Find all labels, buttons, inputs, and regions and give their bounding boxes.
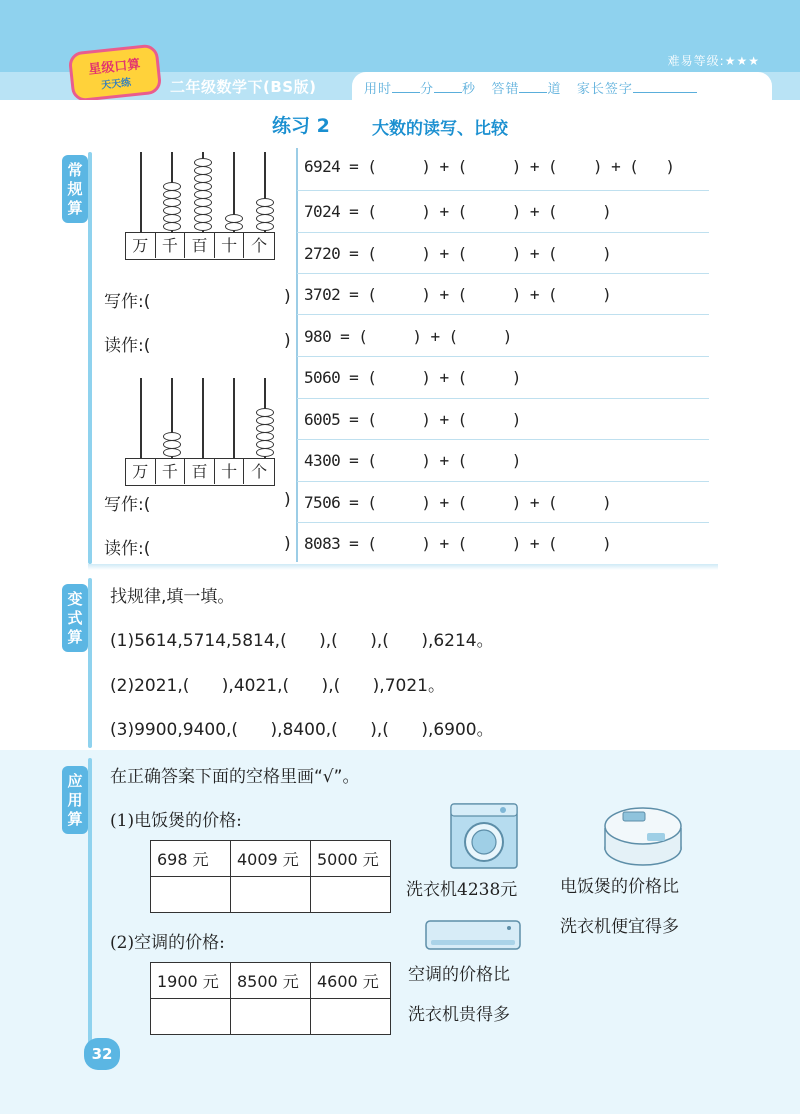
time-label: 用时	[364, 82, 393, 97]
abacus-bead	[163, 206, 181, 215]
write-close-2: )	[284, 490, 291, 510]
washing-machine-icon	[447, 800, 523, 872]
question-1-label: (1)电饭煲的价格:	[110, 811, 242, 831]
abacus-bead	[256, 448, 274, 457]
answer-cell[interactable]	[151, 877, 231, 913]
abacus-bead	[163, 198, 181, 207]
answer-cell[interactable]	[231, 877, 311, 913]
parent-sign-blank[interactable]	[633, 81, 697, 93]
abacus-bead	[163, 222, 181, 231]
abacus-bead	[194, 158, 212, 167]
abacus-bead	[163, 448, 181, 457]
tab-char: 应	[67, 771, 83, 790]
tab-char: 规	[67, 179, 83, 198]
abacus-bead	[163, 190, 181, 199]
read-label-2: 读作:(	[104, 539, 151, 559]
washer-caption: 洗衣机4238元	[406, 880, 518, 900]
section-line	[88, 152, 92, 564]
abacus-bead	[194, 190, 212, 199]
badge-title: 星级口算	[87, 57, 142, 78]
price-option: 8500 元	[231, 963, 311, 999]
grid-line	[297, 273, 709, 274]
answer-cell[interactable]	[311, 999, 391, 1035]
pattern-instruction: 找规律,填一填。	[110, 587, 235, 607]
grid-line	[297, 232, 709, 233]
abacus-bead	[225, 214, 243, 223]
abacus-bead	[256, 214, 274, 223]
pattern-item-1[interactable]: (1)5614,5714,5814,( ),( ),( ),6214。	[110, 631, 494, 651]
tab-variant	[62, 584, 88, 652]
abacus-bead	[163, 214, 181, 223]
timing-fields	[364, 78, 697, 97]
place-value-row	[125, 232, 275, 260]
tab-char: 常	[67, 160, 83, 179]
parent-sign-label: 家长签字	[576, 82, 633, 97]
abacus-2	[115, 372, 275, 492]
section-line	[88, 578, 92, 748]
tab-char: 算	[67, 809, 83, 828]
grid-line	[297, 398, 709, 399]
pattern-item-3[interactable]: (3)9900,9400,( ),8400,( ),( ),6900。	[110, 720, 494, 740]
air-conditioner-price-table	[150, 962, 391, 1035]
price-option: 698 元	[151, 841, 231, 877]
question-2-label: (2)空调的价格:	[110, 933, 225, 953]
decomposition-6005[interactable]: 6005 = ( ) + ( )	[304, 410, 521, 429]
rice-cooker-caption-line-2: 洗衣机便宜得多	[560, 917, 679, 937]
grid-line	[297, 314, 709, 315]
page-number: 32	[84, 1038, 120, 1070]
decomposition-7024[interactable]: 7024 = ( ) + ( ) + ( )	[304, 202, 612, 221]
abacus-bead	[194, 182, 212, 191]
abacus-rod	[140, 378, 142, 458]
time-blank[interactable]	[392, 81, 420, 93]
place-tens: 十	[215, 459, 245, 484]
abacus-bead	[256, 198, 274, 207]
write-label-1: 写作:(	[104, 292, 151, 312]
price-option: 1900 元	[151, 963, 231, 999]
place-thousands: 千	[156, 233, 186, 258]
grade-label: 二年级数学下(BS版)	[170, 78, 317, 96]
price-option: 4600 元	[311, 963, 391, 999]
place-hundreds: 百	[185, 459, 215, 484]
decomposition-5060[interactable]: 5060 = ( ) + ( )	[304, 368, 521, 387]
place-hundreds: 百	[185, 233, 215, 258]
tab-char: 式	[67, 608, 83, 627]
ac-caption-line-2: 洗衣机贵得多	[408, 1005, 510, 1025]
abacus-bead	[194, 174, 212, 183]
abacus-bead	[256, 416, 274, 425]
read-close-2: )	[284, 534, 291, 554]
rice-cooker-price-table	[150, 840, 391, 913]
abacus-bead	[256, 440, 274, 449]
grid-divider	[296, 148, 298, 562]
tab-routine	[62, 155, 88, 223]
abacus-bead	[256, 222, 274, 231]
grid-line	[297, 439, 709, 440]
decomposition-8083[interactable]: 8083 = ( ) + ( ) + ( )	[304, 534, 612, 553]
abacus-bead	[256, 432, 274, 441]
applied-instruction: 在正确答案下面的空格里画“√”。	[110, 767, 360, 787]
price-option: 5000 元	[311, 841, 391, 877]
header-divider	[0, 100, 800, 110]
abacus-bead	[256, 408, 274, 417]
badge-subtitle: 天天练	[100, 77, 132, 92]
abacus-bead	[225, 222, 243, 231]
rice-cooker-caption-line-1: 电饭煲的价格比	[560, 877, 679, 897]
place-tens: 十	[215, 233, 245, 258]
difficulty-rating: 难易等级:★★★	[667, 54, 760, 68]
decomposition-2720[interactable]: 2720 = ( ) + ( ) + ( )	[304, 244, 612, 263]
exercise-number: 练习 2	[272, 115, 330, 137]
section-shadow	[88, 564, 718, 570]
answer-cell[interactable]	[311, 877, 391, 913]
abacus-bead	[163, 440, 181, 449]
air-conditioner-icon	[423, 918, 523, 954]
answer-cell[interactable]	[231, 999, 311, 1035]
tab-char: 变	[67, 589, 83, 608]
rice-cooker-icon	[600, 800, 686, 868]
grid-line	[297, 481, 709, 482]
place-thousands: 千	[156, 459, 186, 484]
abacus-bead	[194, 214, 212, 223]
abacus-bead	[194, 222, 212, 231]
place-ten-thousands: 万	[126, 233, 156, 258]
place-ones: 个	[251, 236, 268, 255]
read-label-1: 读作:(	[104, 336, 151, 356]
abacus-1	[115, 146, 275, 266]
wrong-label: 答错	[491, 82, 520, 97]
abacus-rod	[140, 152, 142, 232]
abacus-bead	[163, 182, 181, 191]
place-ones: 个	[251, 462, 268, 481]
abacus-rod	[233, 378, 235, 458]
tab-char: 用	[67, 790, 83, 809]
second-label: 秒	[462, 82, 477, 97]
grid-line	[297, 190, 709, 191]
write-close-1: )	[284, 287, 291, 307]
grid-line	[297, 522, 709, 523]
abacus-bead	[256, 206, 274, 215]
decomposition-4300[interactable]: 4300 = ( ) + ( )	[304, 451, 521, 470]
series-badge	[68, 43, 163, 102]
decomposition-7506[interactable]: 7506 = ( ) + ( ) + ( )	[304, 493, 612, 512]
answer-cell[interactable]	[151, 999, 231, 1035]
tab-applied	[62, 766, 88, 834]
abacus-rod	[202, 378, 204, 458]
abacus-bead	[194, 206, 212, 215]
decomposition-980[interactable]: 980 = ( ) + ( )	[304, 327, 512, 346]
price-option: 4009 元	[231, 841, 311, 877]
wrong-blank[interactable]	[519, 81, 547, 93]
section-line	[88, 758, 92, 1048]
write-label-2: 写作:(	[104, 495, 151, 515]
decomposition-6924[interactable]: 6924 = ( ) + ( ) + ( ) + ( )	[304, 157, 675, 176]
abacus-bead	[194, 166, 212, 175]
count-label: 道	[547, 82, 562, 97]
tab-char: 算	[67, 627, 83, 646]
abacus-bead	[163, 432, 181, 441]
exercise-topic: 大数的读写、比较	[372, 119, 508, 139]
place-value-row	[125, 458, 275, 486]
tab-char: 算	[67, 198, 83, 217]
place-ten-thousands: 万	[126, 459, 156, 484]
read-close-1: )	[284, 331, 291, 351]
abacus-bead	[194, 198, 212, 207]
ac-caption-line-1: 空调的价格比	[408, 965, 510, 985]
abacus-bead	[256, 424, 274, 433]
decomposition-3702[interactable]: 3702 = ( ) + ( ) + ( )	[304, 285, 612, 304]
grid-line	[297, 356, 709, 357]
pattern-item-2[interactable]: (2)2021,( ),4021,( ),( ),7021。	[110, 676, 445, 696]
second-blank[interactable]	[434, 81, 462, 93]
minute-label: 分	[420, 82, 435, 97]
